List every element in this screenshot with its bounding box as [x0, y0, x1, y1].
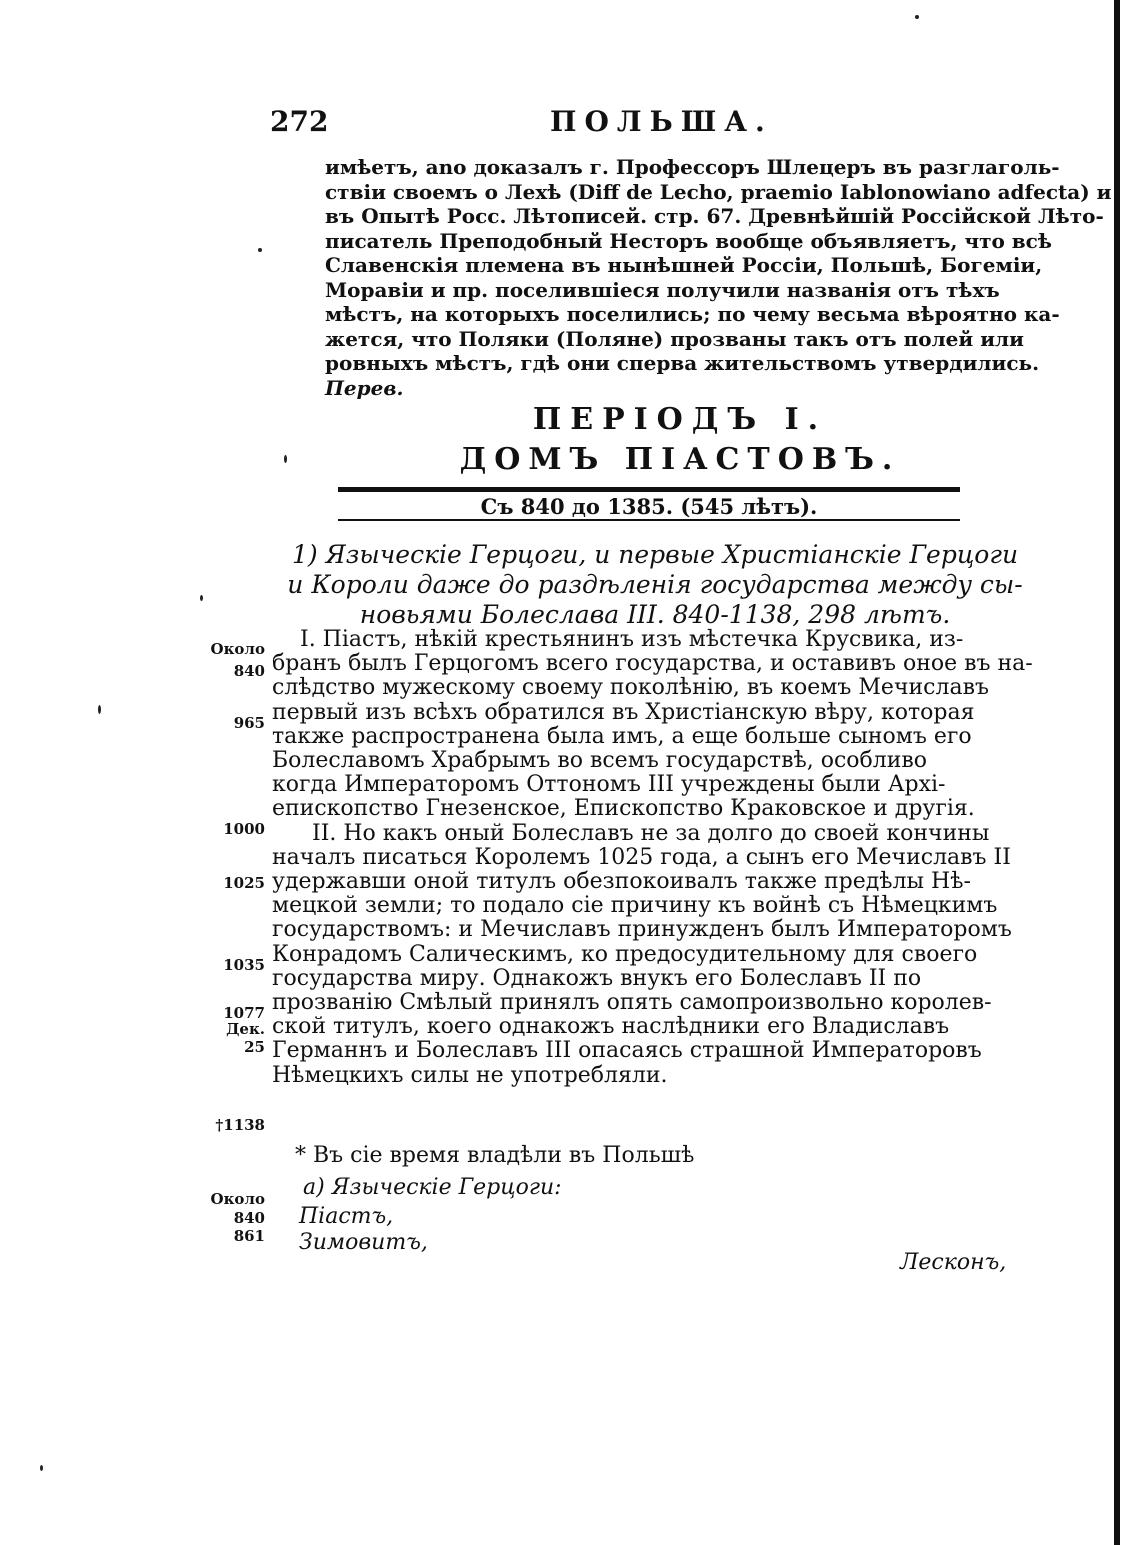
- running-title: ПОЛЬША.: [550, 105, 773, 138]
- page-edge-shadow: [1114, 0, 1120, 1545]
- body-line: прозванію Смѣлый принялъ опять самопроизвольно королев-: [272, 990, 992, 1016]
- page-header: [270, 105, 970, 145]
- rulers-list: [295, 1140, 995, 1256]
- body-line: государствомъ: и Мечиславъ принужденъ былъ Императоромъ: [272, 917, 1012, 943]
- margin-note: Дек.: [226, 1020, 265, 1038]
- body-line: когда Императоромъ Оттономъ III учреждены были Архі-: [272, 772, 946, 798]
- body-line: первый изъ всѣхъ обратился въ Христіанскую вѣру, которая: [272, 699, 975, 725]
- margin-note: 840: [233, 1209, 265, 1227]
- footnote-line: жется, что Поляки (Поляне) прозваны такъ отъ полей или: [325, 326, 1024, 351]
- margin-note: Около: [210, 1190, 265, 1208]
- body-line: Конрадомъ Салическимъ, ко предосудительному для своего: [272, 941, 978, 967]
- margin-note: †1138: [215, 1116, 265, 1134]
- list-item: Зимовитъ,: [299, 1230, 428, 1255]
- body-line: II. Но какъ оный Болеславъ не за долго до своей кончины: [312, 820, 990, 846]
- body-line: епископство Гнезенское, Епископство Краковское и другія.: [272, 796, 975, 822]
- body-line: ской титулъ, коего однакожъ наслѣдники его Владиславъ: [272, 1014, 950, 1040]
- ink-speck: [915, 15, 919, 19]
- body-line: бранъ былъ Герцогомъ всего государства, и оставивъ оное въ на-: [272, 651, 1033, 677]
- period-title: ПЕРІОДЪ І.: [532, 402, 828, 437]
- body-line: мецкой земли; то подало сіе причину къ войнѣ съ Нѣмецкимъ: [272, 893, 998, 919]
- body-text: [272, 627, 1033, 1088]
- list-subheading: а) Языческіе Герцоги:: [303, 1175, 562, 1200]
- body-line: Болеславомъ Храбрымъ во всемъ государствѣ, особливо: [272, 748, 928, 774]
- margin-note: 1000: [223, 820, 265, 838]
- body-line: Нѣмецкихъ силы не употребляли.: [272, 1062, 668, 1088]
- margin-note: 25: [244, 1038, 265, 1056]
- margin-note: 1035: [223, 956, 265, 974]
- body-line: Германнъ и Болеславъ III опасаясь страшной Императоровъ: [272, 1038, 982, 1064]
- footnote-line: писатель Преподобный Несторъ вообще объявляетъ, что всѣ: [325, 228, 1052, 253]
- ink-speck: [258, 248, 262, 252]
- margin-note: 840: [233, 662, 265, 680]
- list-intro: * Въ сіе время владѣли въ Польшѣ: [295, 1143, 695, 1168]
- body-line: началъ писаться Королемъ 1025 года, а сынъ его Мечиславъ II: [272, 844, 1011, 870]
- footnote-line: ствіи своемъ о Лехѣ (Diff de Lecho, praemio Iablonowiano adfecta) и: [325, 179, 1112, 204]
- body-line: удержавши оной титулъ обезпокоивалъ также предѣлы Нѣ-: [272, 869, 971, 895]
- section-heading-line: новьями Болеслава III. 840-1138, 298 лѣтъ.: [359, 600, 951, 629]
- margin-note: 1025: [223, 874, 265, 892]
- footnote-line: мѣстъ, на которыхъ поселились; по чему весьма вѣроятно ка-: [325, 302, 1060, 326]
- ink-speck: [98, 705, 101, 714]
- section-heading-line: и Короли даже до раздѣленія государства между сы-: [287, 570, 1023, 599]
- body-line: слѣдство мужескому своему поколѣнію, въ коемъ Мечиславъ: [272, 675, 989, 701]
- section-heading-line: 1) Языческіе Герцоги, и первые Христіанскіе Герцоги: [291, 540, 1019, 569]
- ink-speck: [284, 455, 287, 463]
- footnote-line: въ Опытѣ Росс. Лѣтописей. стр. 67. Древнѣйшій Россійской Лѣто-: [325, 204, 1104, 228]
- margin-note: 1077: [223, 1004, 265, 1022]
- dynasty-title: ДОМЪ ПІАСТОВЪ.: [459, 442, 901, 477]
- body-line: І. Піастъ, нѣкій крестьянинъ изъ мѣстечка Крусвика, из-: [300, 627, 964, 652]
- thick-rule: [338, 487, 960, 492]
- margin-note: 965: [233, 714, 265, 732]
- margin-note: 861: [233, 1227, 265, 1245]
- page-number: 272: [270, 105, 329, 138]
- footnote-line: Моравіи и пр. поселившіеся получили названія отъ тѣхъ: [325, 277, 1000, 302]
- catchword: Лесконъ,: [900, 1250, 1007, 1275]
- thin-rule: [338, 519, 960, 521]
- list-item: Піастъ,: [299, 1204, 394, 1229]
- margin-note: Около: [210, 640, 265, 658]
- footnote-line: имѣетъ, ano доказалъ г. Профессоръ Шлецеръ въ разглаголь-: [325, 155, 1060, 179]
- ink-speck: [200, 595, 203, 601]
- section-heading: [275, 540, 1035, 630]
- body-line: государства миру. Однакожъ внукъ его Болеславъ II по: [272, 965, 922, 991]
- footnote-line: ровныхъ мѣстъ, гдѣ они сперва жительствомъ утвердились.: [325, 351, 1040, 375]
- ink-speck: [40, 1465, 43, 1471]
- footnote-block: [325, 155, 1112, 400]
- footnote-translator-mark: Перев.: [325, 375, 404, 400]
- footnote-line: Славенскія племена въ нынѣшней Россіи, Польшѣ, Богеміи,: [325, 253, 1043, 277]
- body-line: также распространена была имъ, а еще больше сыномъ его: [272, 723, 972, 749]
- date-range: Съ 840 до 1385. (545 лѣтъ).: [480, 494, 818, 519]
